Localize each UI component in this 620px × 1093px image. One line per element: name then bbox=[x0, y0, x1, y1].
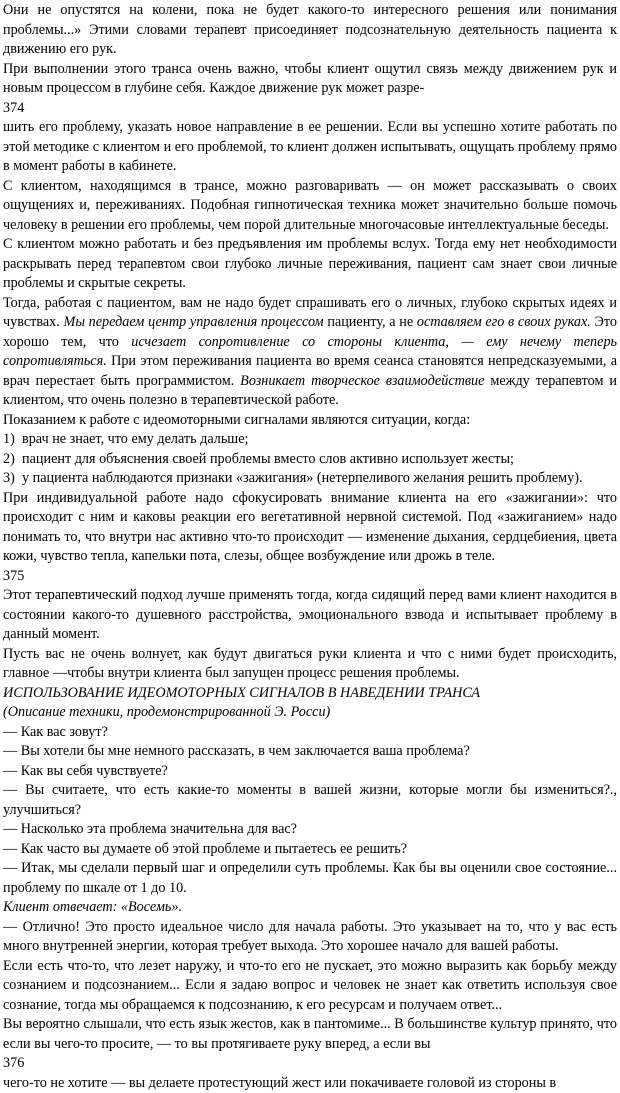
paragraph: При индивидуальной работе надо сфокусировать внимание клиента на его «зажигании»: что происходит с ним и каковы реакции его вегетативной нервной системой. Под «зажиганием» надо понимать то, что внутри нас активно что-то происходит — изменение дыхания, сердцебиения, цвета кожи, чувство тепла, капельки пота, слезы, общее возбуждение или дрожь в теле. bbox=[3, 489, 617, 567]
list-item-text: врач не знает, что ему делать дальше; bbox=[22, 430, 248, 450]
dialogue-line: — Как вы себя чувствуете? bbox=[3, 762, 617, 782]
paragraph: С клиентом, находящимся в трансе, можно разговаривать — он может рассказывать о своих ощущениях и, переживаниях. Подобная гипнотическая техника может значительно больше помочь человеку в решении его проблемы, чем порой длительные многочасовые интеллектуальные беседы. bbox=[3, 177, 617, 236]
paragraph bbox=[3, 294, 617, 411]
text-run: между терапевтом и клиентом, что очень полезно в терапевтической работе. bbox=[3, 373, 617, 409]
page-number: 374 bbox=[3, 99, 617, 119]
paragraph: Этот терапевтический подход лучше применять тогда, когда сидящий перед вами клиент находится в состоянии какого-то душевного расстройства, эмоционального взвода и испытывает проблему в данный момент. bbox=[3, 586, 617, 645]
dialogue-line: — Вы хотели бы мне немного рассказать, в чем заключается ваша проблема? bbox=[3, 742, 617, 762]
paragraph: Они не опустятся на колени, пока не будет какого-то интересного решения или понимания проблемы...» Этими словами терапевт присоединяет подсознательную деятельность пациента к движению его рук. bbox=[3, 1, 617, 60]
paragraph: Показанием к работе с идеомоторными сигналами являются ситуации, когда: bbox=[3, 411, 617, 431]
paragraph: чего-то не хотите — вы делаете протестующий жест или покачиваете головой из стороны в bbox=[3, 1074, 617, 1093]
italic-text: оставляем его в своих руках. bbox=[417, 314, 591, 330]
list-item bbox=[3, 469, 617, 489]
text-run: пациенту, а не bbox=[324, 314, 417, 330]
italic-text: Возникает творческое взаимодействие bbox=[240, 373, 484, 389]
paragraph: шить его проблему, указать новое направление в ее решении. Если вы успешно хотите работать по этой методике с клиентом и его проблемой, то клиент должен испытывать, ощущать проблему прямо в момент работы в кабинете. bbox=[3, 118, 617, 177]
page-number: 375 bbox=[3, 567, 617, 587]
dialogue-line: — Как часто вы думаете об этой проблеме и пытаетесь ее решить? bbox=[3, 840, 617, 860]
text-run: Это хорошо тем, что bbox=[3, 314, 617, 350]
paragraph: Вы вероятно слышали, что есть язык жестов, как в пантомиме... В большинстве культур принято, что если вы чего-то просите, — то вы протягиваете руку вперед, а если вы bbox=[3, 1015, 617, 1054]
section-heading: ИСПОЛЬЗОВАНИЕ ИДЕОМОТОРНЫХ СИГНАЛОВ В НАВЕДЕНИИ ТРАНСА bbox=[3, 684, 617, 704]
list-item bbox=[3, 430, 617, 450]
section-subheading: (Описание техники, продемонстрированной Э. Росси) bbox=[3, 703, 617, 723]
paragraph: — Отлично! Это просто идеальное число для начала работы. Это указывает на то, что у вас есть много внутренней энергии, которая требует выхода. Это хорошее начало для вашей работы. bbox=[3, 918, 617, 957]
dialogue-line: — Итак, мы сделали первый шаг и определили суть проблемы. Как бы вы оценили свое состояние... проблему по шкале от 1 до 10. bbox=[3, 859, 617, 898]
page-number: 376 bbox=[3, 1054, 617, 1074]
list-marker: 3) bbox=[3, 469, 22, 489]
italic-text: Мы передаем центр управления процессом bbox=[64, 314, 324, 330]
text-run: При этом переживания пациента во время сеанса становятся непредсказуемыми, а врач перестает быть программистом. bbox=[3, 353, 617, 389]
italic-text: исчезает сопротивление со стороны клиента, — ему нечему теперь сопротивляться. bbox=[3, 334, 617, 370]
paragraph: При выполнении этого транса очень важно, чтобы клиент ощутил связь между движением рук и новым процессом в глубине себя. Каждое движение рук может разре- bbox=[3, 60, 617, 99]
paragraph: С клиентом можно работать и без предъявления им проблемы вслух. Тогда ему нет необходимости раскрывать перед терапевтом свои глубоко личные переживания, пациент сам знает свои личные проблемы и скрытые секреты. bbox=[3, 235, 617, 294]
list-marker: 2) bbox=[3, 450, 22, 470]
indications-list bbox=[3, 430, 617, 489]
list-item bbox=[3, 450, 617, 470]
paragraph: Если есть что-то, что лезет наружу, и что-то его не пускает, это можно выразить как борьбу между сознанием и подсознанием... Если я задаю вопрос и человек не знает как ответить используя свое сознание, тогда мы обращаемся к подсознанию, к его ресурсам и получаем ответ... bbox=[3, 957, 617, 1016]
paragraph: Пусть вас не очень волнует, как будут двигаться руки клиента и что с ними будет происходить, главное —чтобы внутри клиента был запущен процесс решения проблемы. bbox=[3, 645, 617, 684]
client-answer: Клиент отвечает: «Восемь». bbox=[3, 898, 617, 918]
dialogue-line: — Как вас зовут? bbox=[3, 723, 617, 743]
text-run: Тогда, работая с пациентом, вам не надо будет спрашивать его о личных, глубоко скрытых идеях и чувствах. bbox=[3, 295, 617, 331]
list-marker: 1) bbox=[3, 430, 22, 450]
dialogue-line: — Насколько эта проблема значительна для вас? bbox=[3, 820, 617, 840]
list-item-text: пациент для объяснения своей проблемы вместо слов активно использует жесты; bbox=[22, 450, 514, 470]
dialogue-line: — Вы считаете, что есть какие-то моменты в вашей жизни, которые могли бы измениться?., улучшиться? bbox=[3, 781, 617, 820]
list-item-text: у пациента наблюдаются признаки «зажигания» (нетерпеливого желания решить проблему). bbox=[22, 469, 582, 489]
